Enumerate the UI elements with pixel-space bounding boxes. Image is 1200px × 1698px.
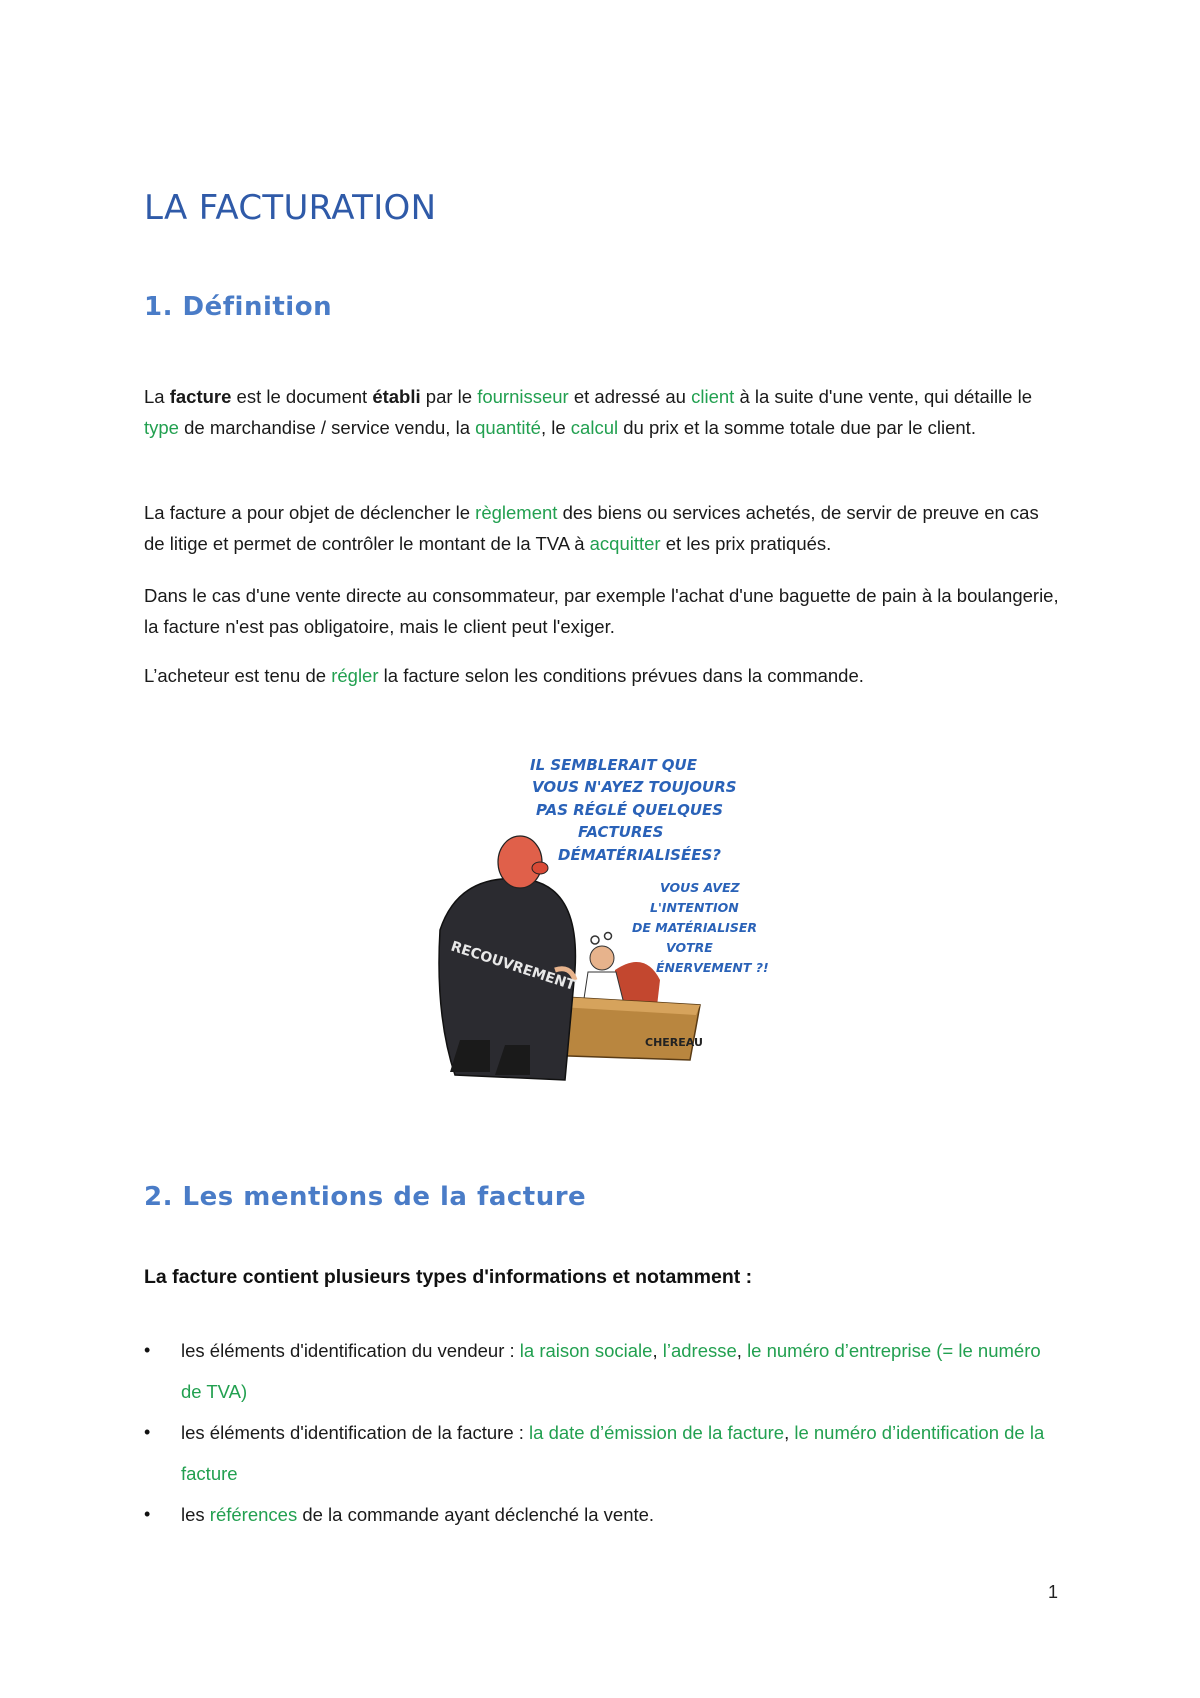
text-run: de marchandise / service vendu, la: [178, 417, 476, 438]
keyword: calcul: [570, 417, 619, 438]
bullet-icon: •: [144, 1422, 151, 1442]
bubble2-line: L'INTENTION: [650, 900, 739, 915]
section-heading-definition: 1. Définition: [144, 292, 333, 322]
paragraph-definition: [144, 381, 1064, 443]
text-run: La facture a pour objet de déclencher le: [144, 502, 476, 523]
paragraph-buyer: [144, 660, 1064, 691]
mentions-list: [144, 1330, 1064, 1535]
keyword: références: [209, 1504, 298, 1525]
bubble1-line: VOUS N'AYEZ TOUJOURS: [532, 778, 737, 796]
text-run: de la commande ayant déclenché la vente.: [297, 1504, 655, 1525]
bubble1-line: IL SEMBLERAIT QUE: [530, 756, 697, 774]
keyword: le numéro d’identification de la facture: [181, 1422, 1045, 1484]
bubble1-line: PAS RÉGLÉ QUELQUES: [536, 801, 724, 819]
bullet-icon: •: [144, 1340, 151, 1360]
bubble1-line: FACTURES: [578, 823, 664, 841]
text-run: ,: [784, 1422, 795, 1443]
text-run: du prix et la somme totale due par le client.: [618, 417, 976, 438]
bubble2-line: ÉNERVEMENT ?!: [656, 960, 769, 975]
text-run: et adressé au: [568, 386, 692, 407]
mentions-intro: La facture contient plusieurs types d'informations et notamment :: [144, 1266, 753, 1288]
bullet-icon: •: [144, 1504, 151, 1524]
collector-head: [498, 836, 542, 888]
text-run: des biens ou services achetés, de servir de preuve en cas de litige et permet de contrôler le montant de la TVA à: [144, 502, 1039, 554]
seated-man-head: [590, 946, 614, 970]
keyword: l’adresse: [662, 1340, 737, 1361]
text-run: , le: [540, 417, 571, 438]
bubble2-line: VOTRE: [666, 940, 713, 955]
text-run: L’acheteur est tenu de: [144, 665, 332, 686]
thought-dot: [605, 933, 612, 940]
coat-label: RECOUVREMENT: [448, 938, 578, 994]
bubble1-line: DÉMATÉRIALISÉES?: [558, 846, 721, 864]
keyword: règlement: [475, 502, 558, 523]
keyword: régler: [331, 665, 379, 686]
text-run: par le: [420, 386, 478, 407]
text-run: et les prix pratiqués.: [660, 533, 832, 554]
bold-term: établi: [372, 386, 421, 407]
text-run: les éléments d'identification de la facture :: [181, 1422, 530, 1443]
keyword: le numéro d’entreprise (= le numéro de TVA): [181, 1340, 1041, 1402]
list-item: [144, 1330, 1064, 1412]
collector-nose: [532, 862, 548, 874]
cartoonist-signature: CHEREAU: [645, 1036, 703, 1049]
keyword: type: [144, 417, 179, 438]
thought-dot: [591, 936, 599, 944]
keyword: quantité: [475, 417, 541, 438]
text-run: les éléments d'identification du vendeur :: [181, 1340, 520, 1361]
text-run: les: [181, 1504, 210, 1525]
keyword: la date d’émission de la facture: [529, 1422, 785, 1443]
bold-term: facture: [169, 386, 232, 407]
cartoon-illustration: [420, 740, 769, 1100]
bubble2-line: DE MATÉRIALISER: [632, 920, 757, 935]
text-run: est le document: [231, 386, 373, 407]
keyword: la raison sociale: [519, 1340, 653, 1361]
list-item: [144, 1412, 1064, 1494]
text-run: ,: [736, 1340, 748, 1361]
keyword: fournisseur: [477, 386, 569, 407]
text-run: la facture selon les conditions prévues dans la commande.: [378, 665, 864, 686]
page-number: 1: [1048, 1582, 1059, 1602]
section-heading-mentions: 2. Les mentions de la facture: [144, 1182, 587, 1212]
keyword: acquitter: [589, 533, 661, 554]
text-run: à la suite d'une vente, qui détaille le: [734, 386, 1032, 407]
paragraph-purpose: [144, 497, 1064, 559]
bubble2-line: VOUS AVEZ: [660, 880, 740, 895]
text-run: ,: [652, 1340, 663, 1361]
document-title: LA FACTURATION: [144, 188, 437, 228]
paragraph-direct-sale: Dans le cas d'une vente directe au consommateur, par exemple l'achat d'une baguette de pain à la boulangerie, la facture n'est pas obligatoire, mais le client peut l'exiger.: [144, 585, 1059, 637]
keyword: client: [691, 386, 735, 407]
text-run: La: [144, 386, 170, 407]
list-item: [144, 1494, 1064, 1535]
